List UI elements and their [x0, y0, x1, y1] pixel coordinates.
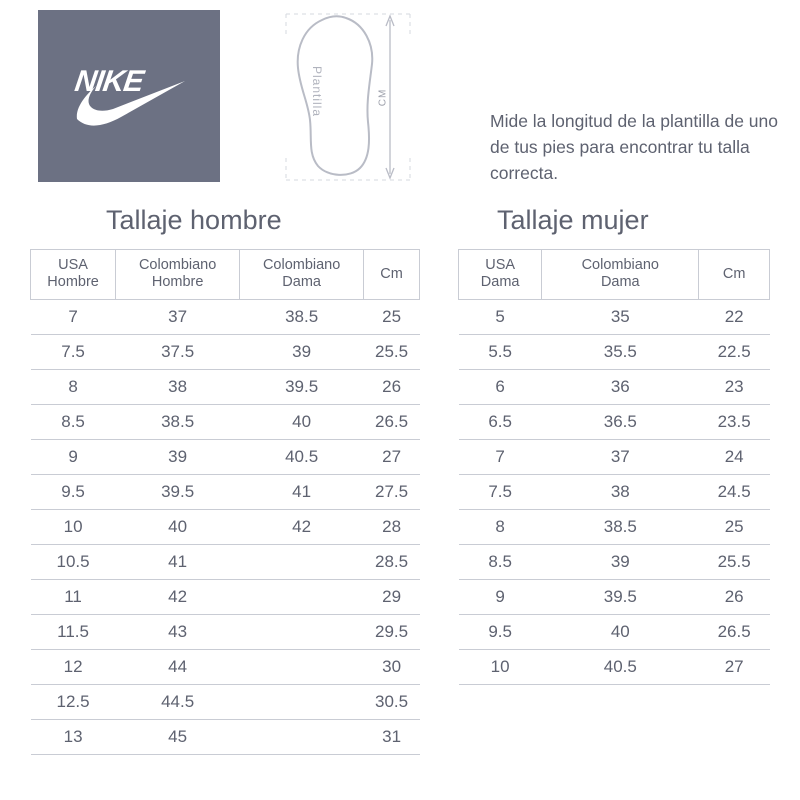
table-cell: 36 [542, 370, 699, 405]
column-header-line1: Cm [722, 265, 746, 282]
column-header [240, 250, 364, 300]
table-cell: 10 [459, 650, 542, 685]
table-row [459, 545, 770, 580]
table-cell: 6.5 [459, 405, 542, 440]
table-cell: 40.5 [542, 650, 699, 685]
table-cell [240, 580, 364, 615]
table-cell: 26.5 [364, 405, 420, 440]
table-cell: 38 [116, 370, 240, 405]
table-cell: 39 [240, 335, 364, 370]
table-row [31, 300, 420, 335]
table-row [31, 440, 420, 475]
table-cell: 30.5 [364, 685, 420, 720]
table-header-row [459, 250, 770, 300]
table-row [459, 615, 770, 650]
table-cell: 7.5 [31, 335, 116, 370]
table-cell: 10.5 [31, 545, 116, 580]
table-cell: 35.5 [542, 335, 699, 370]
table-cell: 42 [116, 580, 240, 615]
table-row [31, 685, 420, 720]
table-cell: 12.5 [31, 685, 116, 720]
table-cell: 40 [542, 615, 699, 650]
men-table-body [31, 300, 420, 755]
table-cell [240, 615, 364, 650]
table-cell: 6 [459, 370, 542, 405]
column-header [116, 250, 240, 300]
table-cell: 9.5 [459, 615, 542, 650]
table-row [459, 405, 770, 440]
table-cell: 27 [699, 650, 770, 685]
table-row [459, 335, 770, 370]
table-cell: 7 [31, 300, 116, 335]
men-table-head [31, 250, 420, 300]
intro-text: Mide la longitud de la plantilla de uno de tus pies para encontrar tu talla correcta. [490, 111, 778, 183]
insole-diagram [278, 6, 418, 188]
table-cell: 8 [31, 370, 116, 405]
table-cell: 25 [699, 510, 770, 545]
table-cell: 39.5 [116, 475, 240, 510]
table-row [459, 300, 770, 335]
table-cell: 5.5 [459, 335, 542, 370]
women-size-table [458, 249, 770, 685]
table-cell: 39.5 [240, 370, 364, 405]
table-row [459, 650, 770, 685]
table-cell: 22 [699, 300, 770, 335]
table-cell: 39.5 [542, 580, 699, 615]
table-row [459, 580, 770, 615]
table-cell: 44 [116, 650, 240, 685]
table-cell [240, 650, 364, 685]
table-cell: 25.5 [699, 545, 770, 580]
table-row [31, 370, 420, 405]
table-cell: 9 [31, 440, 116, 475]
table-cell: 25 [364, 300, 420, 335]
table-row [31, 475, 420, 510]
table-cell: 28.5 [364, 545, 420, 580]
table-row [459, 510, 770, 545]
table-cell: 44.5 [116, 685, 240, 720]
table-row [31, 510, 420, 545]
table-cell: 24 [699, 440, 770, 475]
table-cell: 29 [364, 580, 420, 615]
column-header-line2: Hombre [151, 274, 204, 290]
men-size-table [30, 249, 420, 755]
column-header-line1: Colombiano [262, 257, 341, 273]
table-cell: 7 [459, 440, 542, 475]
column-header-line2: Dama [600, 274, 640, 290]
table-cell: 5 [459, 300, 542, 335]
table-cell: 38.5 [116, 405, 240, 440]
table-cell: 42 [240, 510, 364, 545]
header [0, 0, 800, 195]
table-cell: 38 [542, 475, 699, 510]
table-header-row [31, 250, 420, 300]
women-table-head [459, 250, 770, 300]
column-header [364, 250, 420, 300]
table-row [459, 475, 770, 510]
table-cell: 40 [116, 510, 240, 545]
table-cell: 27 [364, 440, 420, 475]
table-cell: 37 [116, 300, 240, 335]
brand-logo-box [38, 10, 220, 182]
table-cell: 31 [364, 720, 420, 755]
table-row [31, 720, 420, 755]
table-cell: 28 [364, 510, 420, 545]
table-cell: 41 [240, 475, 364, 510]
table-cell: 9.5 [31, 475, 116, 510]
column-header [699, 250, 770, 300]
table-row [31, 650, 420, 685]
column-header-line1: USA [485, 257, 516, 273]
table-cell: 26 [699, 580, 770, 615]
table-cell: 8.5 [459, 545, 542, 580]
men-section-title: Tallaje hombre [106, 205, 282, 235]
table-cell: 40.5 [240, 440, 364, 475]
table-cell: 11.5 [31, 615, 116, 650]
table-cell: 35 [542, 300, 699, 335]
nike-logo [69, 61, 189, 131]
column-header-line2: Dama [282, 274, 321, 290]
column-header-line2: Dama [480, 274, 520, 290]
table-cell: 45 [116, 720, 240, 755]
table-cell: 11 [31, 580, 116, 615]
table-cell: 24.5 [699, 475, 770, 510]
table-cell: 26 [364, 370, 420, 405]
table-cell: 12 [31, 650, 116, 685]
table-cell: 41 [116, 545, 240, 580]
table-cell: 37 [542, 440, 699, 475]
column-header-line1: Colombiano [581, 257, 659, 273]
table-row [31, 545, 420, 580]
column-header [542, 250, 699, 300]
table-cell: 30 [364, 650, 420, 685]
table-cell: 8 [459, 510, 542, 545]
table-cell: 43 [116, 615, 240, 650]
table-cell: 25.5 [364, 335, 420, 370]
table-row [31, 580, 420, 615]
nike-wordmark: NIKE [72, 65, 146, 98]
table-cell: 39 [542, 545, 699, 580]
table-cell: 39 [116, 440, 240, 475]
insole-label: Plantilla [310, 66, 324, 118]
table-cell: 29.5 [364, 615, 420, 650]
table-cell: 38.5 [240, 300, 364, 335]
table-cell: 27.5 [364, 475, 420, 510]
table-cell [240, 685, 364, 720]
table-row [31, 335, 420, 370]
table-cell: 10 [31, 510, 116, 545]
table-cell: 26.5 [699, 615, 770, 650]
table-cell [240, 545, 364, 580]
column-header-line1: Cm [380, 265, 403, 282]
table-row [31, 405, 420, 440]
table-cell: 38.5 [542, 510, 699, 545]
cm-unit-label: CM [377, 88, 389, 107]
column-header-line2: Hombre [47, 274, 99, 290]
women-table-body [459, 300, 770, 685]
table-cell: 8.5 [31, 405, 116, 440]
table-cell [240, 720, 364, 755]
table-cell: 7.5 [459, 475, 542, 510]
table-cell: 36.5 [542, 405, 699, 440]
column-header-line1: USA [58, 257, 88, 273]
table-cell: 22.5 [699, 335, 770, 370]
women-section-title: Tallaje mujer [497, 205, 649, 235]
table-cell: 23 [699, 370, 770, 405]
table-row [459, 370, 770, 405]
table-cell: 40 [240, 405, 364, 440]
table-row [31, 615, 420, 650]
table-cell: 9 [459, 580, 542, 615]
column-header [459, 250, 542, 300]
table-cell: 13 [31, 720, 116, 755]
table-cell: 37.5 [116, 335, 240, 370]
table-row [459, 440, 770, 475]
column-header-line1: Colombiano [138, 257, 217, 273]
column-header [31, 250, 116, 300]
table-cell: 23.5 [699, 405, 770, 440]
